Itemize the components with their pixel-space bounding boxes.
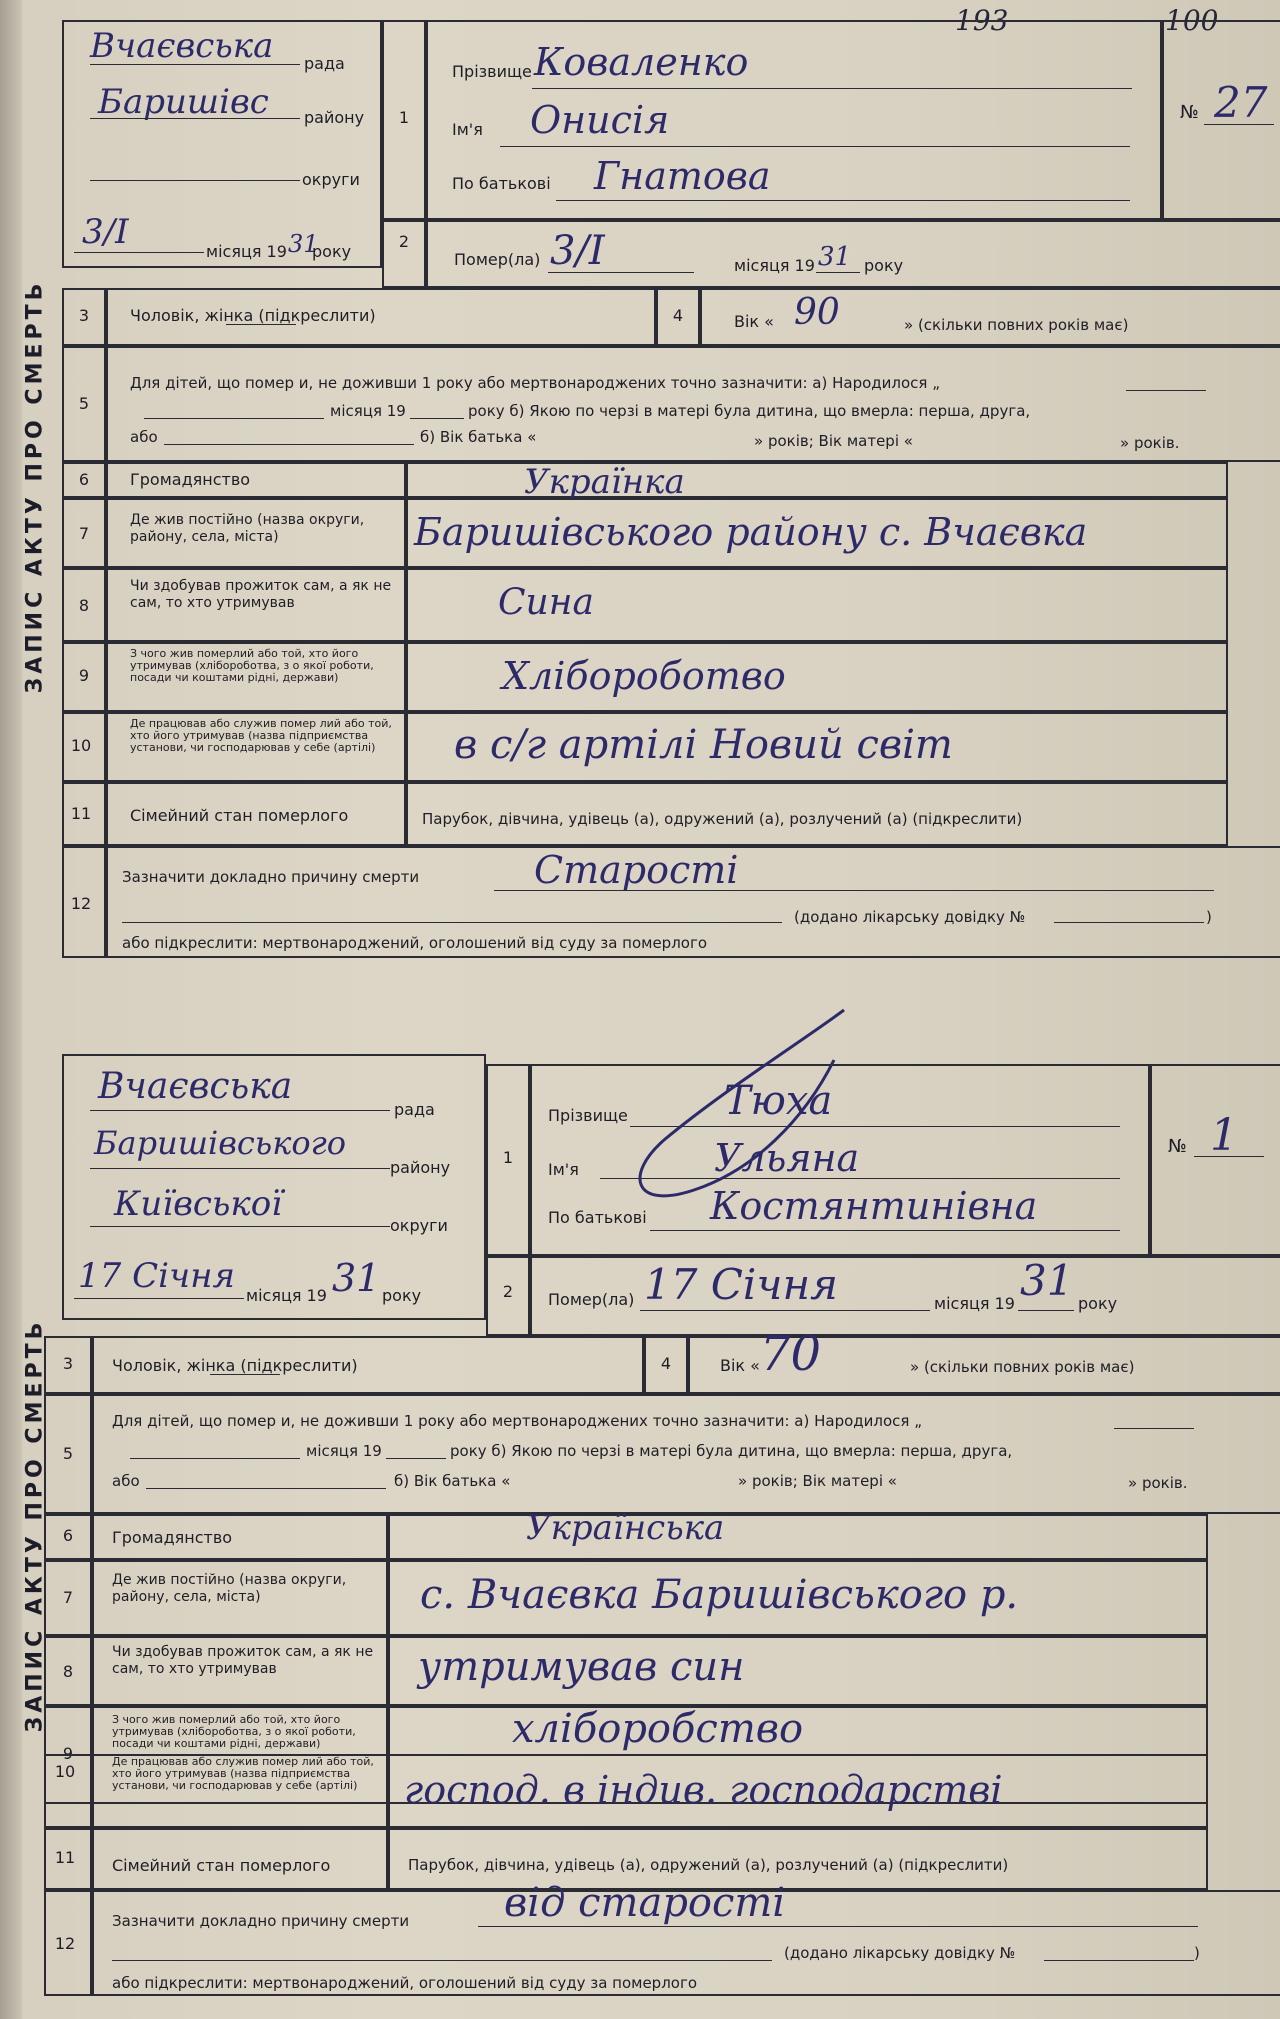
age-suffix-label: » (скільки повних років має) [904, 316, 1129, 334]
reg-day-value-2: 17 Січня [78, 1256, 236, 1296]
row-number-10: 10 [70, 736, 92, 755]
livelihood-label: Чи здобував прожиток сам, а як не сам, то хто утримував [130, 578, 392, 611]
cause-value-2: від старості [504, 1880, 786, 1926]
first-name-label: Ім'я [452, 120, 483, 139]
row-number-11-2: 11 [54, 1848, 76, 1867]
row-number-9: 9 [78, 666, 90, 685]
row-number-6: 6 [78, 470, 90, 489]
livelihood-value: Сина [498, 582, 594, 623]
cause-or-label-2: або підкреслити: мертвонароджений, оголошений від суду за померлого [112, 1974, 698, 1992]
okruhy-label: округи [302, 170, 360, 189]
children-line-2-2: місяця 19 [306, 1442, 382, 1460]
death-record-2 [22, 1050, 1270, 2000]
row-number-8: 8 [78, 596, 90, 615]
citizenship-label-2: Громадянство [112, 1528, 233, 1547]
okrug-value-2: Київської [114, 1184, 283, 1224]
livelihood-value-2: утримував син [418, 1644, 745, 1690]
cause-label: Зазначити докладно причину смерти [122, 868, 420, 886]
children-line-3c: » років; Вік матері « [754, 432, 913, 450]
month-label: місяця 19 [206, 242, 287, 261]
children-line-1: Для дітей, що помер и, не доживши 1 року або мертвонароджених точно зазначити: а) Народилося „ [130, 374, 940, 392]
row-number-8-2: 8 [62, 1662, 74, 1681]
death-date-cell-2 [530, 1256, 1280, 1336]
side-title-2: ЗАПИС АКТУ ПРО СМЕРТЬ [22, 1318, 48, 1732]
death-year-value: 31 [818, 242, 852, 272]
children-line-2b: року б) Якою по черзі в матері була дитина, що вмерла: перша, друга, [468, 402, 1031, 420]
surname-label-2: Прізвище [548, 1106, 628, 1125]
record-number-value-2: 1 [1210, 1110, 1238, 1161]
age-suffix-label-2: » (скільки повних років має) [910, 1358, 1135, 1376]
page-number: 100 [1165, 4, 1219, 37]
cause-attach-label-2: (додано лікарську довідку № [784, 1944, 1016, 1962]
side-title: ЗАПИС АКТУ ПРО СМЕРТЬ [22, 279, 48, 693]
surname-value-2: Тюха [724, 1078, 833, 1124]
marital-label-2: Сімейний стан померлого [112, 1856, 331, 1875]
row-number-2: 2 [398, 232, 410, 251]
struck-number: 193 [955, 4, 1009, 37]
patronymic-value: Гнатова [594, 154, 771, 198]
workplace-label-2: Де працював або служив помер лий або той, хто його утримував (назва підприємства установи, чи господарював у себе (артілі) [112, 1755, 374, 1792]
children-line-3b: б) Вік батька « [420, 428, 537, 446]
reg-day-value: 3/I [82, 212, 129, 252]
row-number-1: 1 [398, 108, 410, 127]
death-date-value-2: 17 Січня [644, 1260, 838, 1309]
marital-options: Парубок, дівчина, удівець (а), одружений (а), розлучений (а) (підкреслити) [422, 810, 1023, 828]
row-number-7-2: 7 [62, 1588, 74, 1607]
row-number-7: 7 [78, 524, 90, 543]
roku-label-2: року [864, 256, 904, 275]
row-number-10-2: 10 [54, 1762, 76, 1781]
rownum-2-cell [382, 220, 426, 288]
row-number-4: 4 [672, 306, 684, 325]
row-number-6-2: 6 [62, 1526, 74, 1545]
record-number-label-2: № [1168, 1136, 1187, 1157]
sex-label-2: Чоловік, жінка (підкреслити) [112, 1356, 358, 1375]
residence-value-2: с. Вчаєвка Баришівського р. [420, 1572, 1019, 1618]
cause-or-label: або підкреслити: мертвонароджений, оголошений від суду за померлого [122, 934, 708, 952]
children-line-2: місяця 19 [330, 402, 406, 420]
workplace-value: в с/г артілі Новий світ [454, 722, 953, 768]
occupation-label-2: З чого жив померлий або той, хто його утримував (хлібороботва, з о якої роботи, посади чи коштами рідні, держави) [112, 1713, 356, 1750]
record-number-value: 27 [1214, 78, 1268, 127]
surname-label: Прізвище [452, 62, 532, 81]
row-number-9-2: 9 [62, 1744, 74, 1763]
citizenship-value-cell-2 [388, 1514, 1208, 1560]
row-number-2-2: 2 [502, 1282, 514, 1301]
row-number-4-2: 4 [660, 1354, 672, 1373]
age-label-2: Вік « [720, 1356, 760, 1375]
rayonu-label-2: району [390, 1158, 451, 1177]
residence-label: Де жив постійно (назва округи, району, села, міста) [130, 512, 365, 545]
first-name-value: Онисія [530, 98, 670, 142]
roku-label: року [312, 242, 352, 261]
cause-close-2: ) [1194, 1944, 1200, 1962]
row-number-11: 11 [70, 804, 92, 823]
council-value: Вчаєвська [90, 26, 274, 66]
children-line-2b-2: року б) Якою по черзі в матері була дитина, що вмерла: перша, друга, [450, 1442, 1013, 1460]
age-label: Вік « [734, 312, 774, 331]
row-number-5: 5 [78, 394, 90, 413]
death-date-value: 3/I [550, 228, 605, 274]
council-value-2: Вчаєвська [98, 1066, 293, 1107]
children-line-1-2: Для дітей, що помер и, не доживши 1 року або мертвонароджених точно зазначити: а) Народилося „ [112, 1412, 922, 1430]
row-number-5-2: 5 [62, 1444, 74, 1463]
marital-options-2: Парубок, дівчина, удівець (а), одружений (а), розлучений (а) (підкреслити) [408, 1856, 1009, 1874]
district-value: Баришівс [98, 82, 269, 122]
occupation-label: З чого жив померлий або той, хто його утримував (хлібороботва, з о якої роботи, посади чи коштами рідні, держави) [130, 647, 374, 684]
died-label: Помер(ла) [454, 250, 541, 269]
roku-label-4: року [1078, 1294, 1118, 1313]
workplace-label: Де працював або служив помер лий або той, хто його утримував (назва підприємства установи, чи господарював у себе (артілі) [130, 717, 392, 754]
okruhy-label-2: округи [390, 1216, 448, 1235]
cause-value: Старості [534, 848, 739, 892]
patronymic-label: По батькові [452, 174, 551, 193]
age-value-2: 70 [760, 1326, 822, 1382]
month-label-2: місяця 19 [734, 256, 815, 275]
children-line-3d-2: » років. [1128, 1474, 1188, 1492]
first-name-value-2: Ульяна [714, 1136, 860, 1180]
row-number-12: 12 [70, 894, 92, 913]
rada-label: рада [304, 54, 345, 73]
roku-label-3: року [382, 1286, 422, 1305]
surname-value: Коваленко [534, 40, 749, 84]
row-number-3: 3 [78, 306, 90, 325]
children-line-3d: » років. [1120, 434, 1180, 452]
cause-label-2: Зазначити докладно причину смерти [112, 1912, 410, 1930]
died-label-2: Помер(ла) [548, 1290, 635, 1309]
first-name-label-2: Ім'я [548, 1160, 579, 1179]
reg-year-value: 31 [288, 230, 319, 258]
row-number-1-2: 1 [502, 1148, 514, 1167]
death-year-value-2: 31 [1020, 1256, 1074, 1305]
patronymic-value-2: Костянтинівна [710, 1184, 1038, 1228]
marital-label: Сімейний стан померлого [130, 806, 349, 825]
children-line-3a: або [130, 428, 158, 446]
citizenship-label: Громадянство [130, 470, 251, 489]
children-line-3c-2: » років; Вік матері « [738, 1472, 897, 1490]
citizenship-value: Українка [524, 462, 685, 502]
sex-label: Чоловік, жінка (підкреслити) [130, 306, 376, 325]
ink-flourish [604, 1000, 864, 1230]
reg-year-value-2: 31 [332, 1256, 381, 1300]
citizenship-value-2: Українська [526, 1508, 725, 1548]
livelihood-label-2: Чи здобував прожиток сам, а як не сам, то хто утримував [112, 1644, 374, 1677]
patronymic-label-2: По батькові [548, 1208, 647, 1227]
row-number-12-2: 12 [54, 1934, 76, 1953]
month-label-4: місяця 19 [934, 1294, 1015, 1313]
children-line-3b-2: б) Вік батька « [394, 1472, 511, 1490]
occupation-value: Хлібороботво [502, 654, 786, 698]
age-value: 90 [794, 292, 840, 333]
residence-value: Баришівського району с. Вчаєвка [414, 510, 1088, 554]
row-number-3-2: 3 [62, 1354, 74, 1373]
month-label-3: місяця 19 [246, 1286, 327, 1305]
death-record-1 [22, 6, 1270, 966]
children-line-3a-2: або [112, 1472, 140, 1490]
rayonu-label: району [304, 108, 365, 127]
workplace-value-2: господ. в індив. господарстві [404, 1768, 1003, 1812]
occupation-value-2: хліборобство [512, 1706, 804, 1752]
cause-close: ) [1206, 908, 1212, 926]
rada-label-2: рада [394, 1100, 435, 1119]
district-value-2: Баришівського [94, 1124, 347, 1162]
residence-label-2: Де жив постійно (назва округи, району, села, міста) [112, 1572, 347, 1605]
record-number-label: № [1180, 102, 1199, 123]
cause-attach-label: (додано лікарську довідку № [794, 908, 1026, 926]
